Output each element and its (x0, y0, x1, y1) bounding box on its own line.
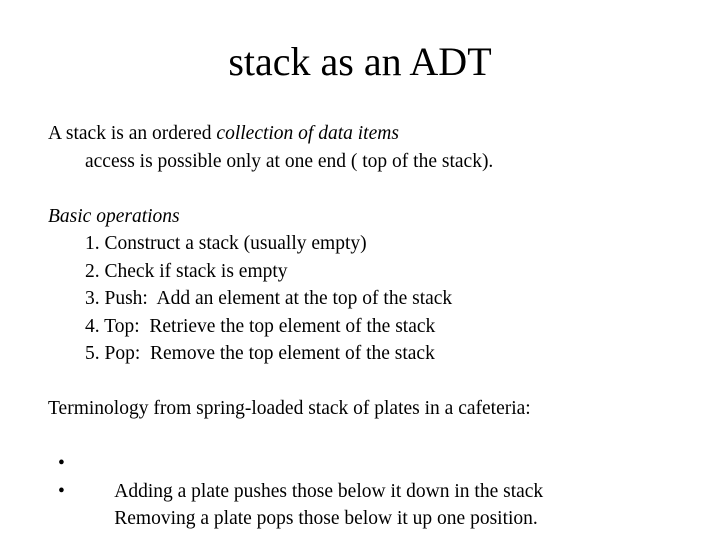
bullet-marker: • (58, 453, 65, 474)
spacer (48, 368, 708, 396)
bullet-item (48, 478, 708, 529)
spacer (48, 175, 708, 203)
operation-item: 1. Construct a stack (usually empty) (85, 233, 367, 254)
intro-line (48, 120, 708, 148)
bullet-marker: • (58, 480, 65, 502)
terminology-line: Terminology from spring-loaded stack of plates in a cafeteria: (48, 398, 531, 419)
bullet-item (48, 450, 708, 502)
operation-item: 2. Check if stack is empty (85, 260, 288, 282)
intro-text: A stack is an ordered (48, 123, 217, 144)
operation-item: 5. Pop: Remove the top element of the stack (85, 343, 435, 364)
slide-title: stack as an ADT (228, 39, 492, 84)
access-line: access is possible only at one end ( top of the stack). (85, 150, 494, 172)
operation-item: 3. Push: Add an element at the top of the stack (85, 288, 453, 309)
bullet-text: Adding a plate pushes those below it down in the stack (114, 480, 544, 502)
bullet-text: Removing a plate pops those below it up one position. (114, 508, 538, 529)
slide-body (48, 120, 708, 529)
operation-item: 4. Top: Retrieve the top element of the stack (85, 315, 436, 337)
intro-emphasis: collection of data items (216, 123, 399, 144)
basic-operations-heading: Basic operations (48, 205, 180, 227)
spacer (48, 423, 708, 451)
